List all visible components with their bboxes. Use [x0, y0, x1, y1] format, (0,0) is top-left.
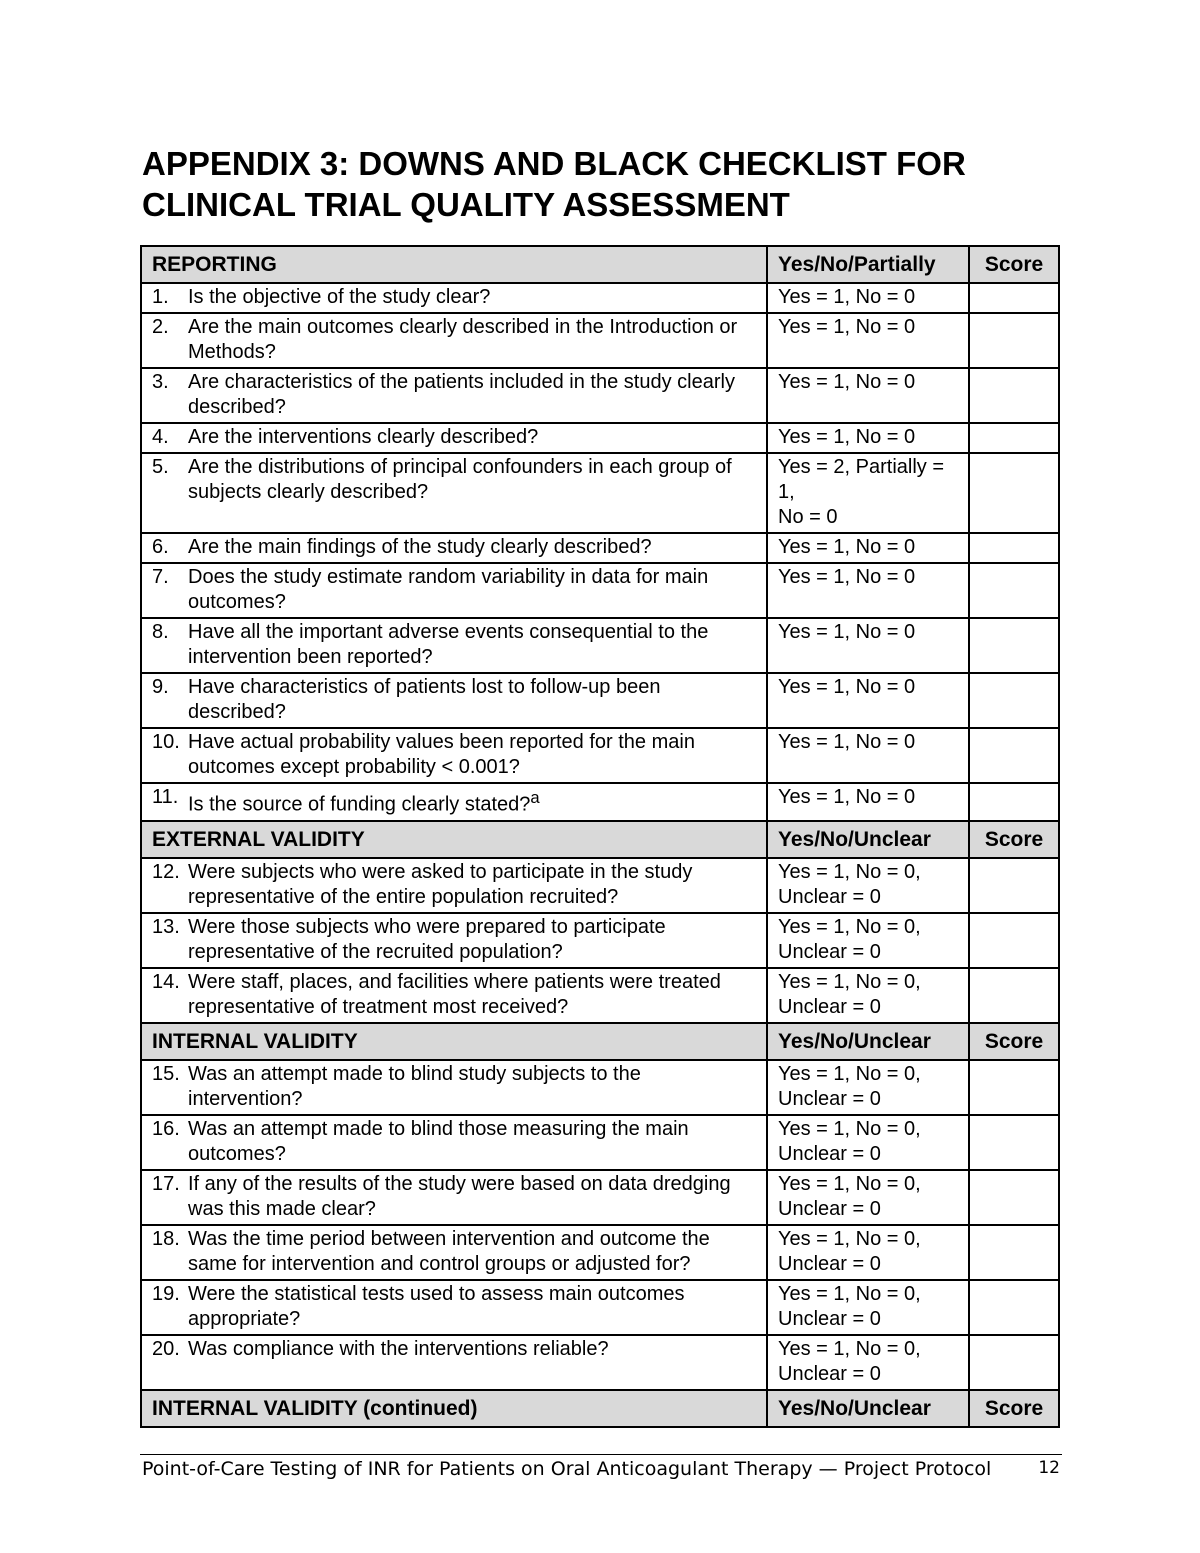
- question-text: Was compliance with the interventions reliable?: [188, 1337, 609, 1360]
- question-text-wrap: [188, 565, 756, 615]
- question-number: 7.: [152, 566, 169, 588]
- scoring-text: Yes = 1, No = 0,: [778, 1337, 921, 1360]
- checklist-row: [141, 1280, 1059, 1335]
- score-header: Score: [969, 1390, 1059, 1427]
- footnote-marker: a: [530, 788, 540, 807]
- question-text: If any of the results of the study were based on data dredging was this made clear?: [188, 1172, 731, 1220]
- scoring-text: Yes = 1, No = 0,: [778, 1172, 921, 1195]
- question-number: 1.: [152, 286, 169, 308]
- scoring-text: Yes = 1, No = 0: [778, 731, 916, 753]
- question-text: Were the statistical tests used to assess main outcomes appropriate?: [188, 1282, 685, 1330]
- question-cell: [141, 423, 767, 453]
- checklist-row: [141, 283, 1059, 313]
- checklist-row: [141, 673, 1059, 728]
- scoring-text: Yes = 1, No = 0,: [778, 915, 921, 938]
- question-text-wrap: [188, 915, 756, 965]
- scoring-cell: [767, 968, 969, 1023]
- question-cell: [141, 1115, 767, 1170]
- score-input-cell[interactable]: [969, 1225, 1059, 1280]
- scoring-text: Yes = 1, No = 0,: [778, 1227, 921, 1250]
- section-heading: INTERNAL VALIDITY: [141, 1023, 767, 1060]
- scoring-text-extra: Unclear = 0: [778, 940, 881, 963]
- question-text: Are characteristics of the patients included in the study clearly described?: [188, 371, 735, 418]
- question-cell: [141, 913, 767, 968]
- question-text-wrap: [188, 1282, 756, 1332]
- score-input-cell[interactable]: [969, 913, 1059, 968]
- scoring-cell: [767, 1335, 969, 1390]
- scoring-text-extra: Unclear = 0: [778, 1197, 881, 1220]
- section-header-row: [141, 1023, 1059, 1060]
- checklist-row: [141, 913, 1059, 968]
- question-text: Have actual probability values been reported for the main outcomes except probability < 0.001?: [188, 731, 695, 778]
- scoring-text: Yes = 1, No = 0,: [778, 970, 921, 993]
- scoring-cell: [767, 673, 969, 728]
- scoring-text: Yes = 1, No = 0: [778, 316, 916, 338]
- question-cell: [141, 453, 767, 533]
- score-input-cell[interactable]: [969, 1060, 1059, 1115]
- scoring-text: Yes = 1, No = 0: [778, 621, 916, 643]
- scoring-cell: [767, 313, 969, 368]
- question-text: Was an attempt made to blind those measuring the main outcomes?: [188, 1117, 689, 1165]
- scoring-text: Yes = 1, No = 0,: [778, 860, 921, 883]
- question-text: Is the objective of the study clear?: [188, 286, 491, 308]
- question: [152, 730, 756, 780]
- question-text-wrap: [188, 620, 756, 670]
- score-input-cell[interactable]: [969, 533, 1059, 563]
- score-input-cell[interactable]: [969, 618, 1059, 673]
- score-input-cell[interactable]: [969, 1170, 1059, 1225]
- question-text: Were staff, places, and facilities where patients were treated representative of treatment most received?: [188, 970, 721, 1018]
- question-number: 12.: [152, 860, 180, 883]
- scoring-text-extra: No = 0: [778, 506, 838, 528]
- question-cell: [141, 283, 767, 313]
- question-text: Have characteristics of patients lost to follow-up been described?: [188, 676, 661, 723]
- question-cell: [141, 1060, 767, 1115]
- checklist-row: [141, 1335, 1059, 1390]
- question: [152, 1227, 756, 1277]
- question-text: Have all the important adverse events consequential to the intervention been reported?: [188, 621, 709, 668]
- question-number: 18.: [152, 1227, 180, 1250]
- question-text-wrap: [188, 730, 756, 780]
- question-text-wrap: [188, 1227, 756, 1277]
- scoring-text-extra: Unclear = 0: [778, 1087, 881, 1110]
- question-number: 11.: [152, 786, 179, 808]
- scoring-text: Yes = 1, No = 0: [778, 536, 916, 558]
- question-cell: [141, 858, 767, 913]
- scoring-text: Yes = 1, No = 0: [778, 286, 916, 308]
- scoring-text: Yes = 1, No = 0: [778, 566, 916, 588]
- question-text-wrap: [188, 1062, 756, 1112]
- question-cell: [141, 783, 767, 821]
- question-number: 14.: [152, 970, 180, 993]
- question: [152, 620, 756, 670]
- checklist-row: [141, 368, 1059, 423]
- response-header: Yes/No/Unclear: [767, 1023, 969, 1060]
- question-text-wrap: [188, 455, 756, 505]
- question-number: 2.: [152, 316, 169, 338]
- question-text: Are the distributions of principal confounders in each group of subjects clearly described?: [188, 456, 732, 503]
- checklist-row: [141, 1060, 1059, 1115]
- question-text-wrap: [188, 425, 756, 450]
- question-number: 3.: [152, 371, 169, 393]
- question-cell: [141, 1170, 767, 1225]
- question: [152, 455, 756, 505]
- question-cell: [141, 368, 767, 423]
- checklist-row: [141, 968, 1059, 1023]
- score-input-cell[interactable]: [969, 368, 1059, 423]
- question-number: 4.: [152, 426, 169, 448]
- scoring-cell: [767, 563, 969, 618]
- section-header-row: [141, 821, 1059, 858]
- scoring-text: Yes = 2, Partially = 1,: [778, 456, 945, 503]
- scoring-text: Yes = 1, No = 0,: [778, 1062, 921, 1085]
- question: [152, 1117, 756, 1167]
- scoring-text-extra: Unclear = 0: [778, 1252, 881, 1275]
- checklist-row: [141, 423, 1059, 453]
- question-text: Are the interventions clearly described?: [188, 426, 539, 448]
- scoring-cell: [767, 423, 969, 453]
- scoring-cell: [767, 368, 969, 423]
- question: [152, 370, 756, 420]
- question-number: 10.: [152, 731, 180, 753]
- question-text-wrap: [188, 535, 756, 560]
- checklist-row: [141, 1225, 1059, 1280]
- scoring-cell: [767, 1225, 969, 1280]
- question-number: 5.: [152, 456, 169, 478]
- question-cell: [141, 1280, 767, 1335]
- response-header: Yes/No/Unclear: [767, 1390, 969, 1427]
- score-header: Score: [969, 821, 1059, 858]
- scoring-cell: [767, 283, 969, 313]
- question-number: 15.: [152, 1062, 180, 1085]
- section-header-row: [141, 1390, 1059, 1427]
- question-text: Were those subjects who were prepared to participate representative of the recruited population?: [188, 915, 666, 963]
- score-input-cell[interactable]: [969, 1335, 1059, 1390]
- score-input-cell[interactable]: [969, 283, 1059, 313]
- question-cell: [141, 563, 767, 618]
- checklist-row: [141, 453, 1059, 533]
- section-heading: REPORTING: [141, 246, 767, 283]
- question: [152, 860, 756, 910]
- section-heading: INTERNAL VALIDITY (continued): [141, 1390, 767, 1427]
- score-input-cell[interactable]: [969, 673, 1059, 728]
- checklist-row: [141, 1115, 1059, 1170]
- scoring-text: Yes = 1, No = 0: [778, 371, 916, 393]
- question: [152, 535, 756, 560]
- checklist-row: [141, 728, 1059, 783]
- score-input-cell[interactable]: [969, 858, 1059, 913]
- footer-text: Point-of-Care Testing of INR for Patients on Oral Anticoagulant Therapy — Project Protocol: [142, 1458, 992, 1480]
- question-text-wrap: [188, 970, 756, 1020]
- scoring-text-extra: Unclear = 0: [778, 1362, 881, 1385]
- question-text-wrap: [188, 1337, 756, 1362]
- question-text-wrap: [188, 675, 756, 725]
- scoring-cell: [767, 858, 969, 913]
- checklist-table: [140, 245, 1060, 1428]
- score-header: Score: [969, 1023, 1059, 1060]
- question-text-wrap: [188, 1172, 756, 1222]
- question: [152, 425, 756, 450]
- question-text-wrap: [188, 315, 756, 365]
- question-cell: [141, 673, 767, 728]
- score-input-cell[interactable]: [969, 1115, 1059, 1170]
- question-text-wrap: [188, 370, 756, 420]
- page-title: APPENDIX 3: DOWNS AND BLACK CHECKLIST FOR CLINICAL TRIAL QUALITY ASSESSMENT: [142, 145, 966, 223]
- question-cell: [141, 728, 767, 783]
- scoring-cell: [767, 1060, 969, 1115]
- question: [152, 915, 756, 965]
- question-text-wrap: [188, 785, 756, 818]
- checklist-row: [141, 563, 1059, 618]
- score-input-cell[interactable]: [969, 313, 1059, 368]
- question-number: 16.: [152, 1117, 180, 1140]
- question-text: Was the time period between intervention and outcome the same for intervention and control groups or adjusted for?: [188, 1227, 710, 1275]
- scoring-text-extra: Unclear = 0: [778, 1307, 881, 1330]
- footer-divider: [140, 1454, 1062, 1455]
- scoring-cell: [767, 1170, 969, 1225]
- page-footer: [142, 1458, 1060, 1480]
- question-cell: [141, 1225, 767, 1280]
- question: [152, 785, 756, 818]
- scoring-cell: [767, 1115, 969, 1170]
- question-number: 9.: [152, 676, 169, 698]
- question-cell: [141, 618, 767, 673]
- score-input-cell[interactable]: [969, 1280, 1059, 1335]
- question-text: Are the main findings of the study clearly described?: [188, 536, 652, 558]
- question-text-wrap: [188, 285, 756, 310]
- checklist-row: [141, 313, 1059, 368]
- question: [152, 285, 756, 310]
- question-text: Does the study estimate random variability in data for main outcomes?: [188, 566, 709, 613]
- score-input-cell[interactable]: [969, 563, 1059, 618]
- score-input-cell[interactable]: [969, 453, 1059, 533]
- question: [152, 315, 756, 365]
- checklist-row: [141, 533, 1059, 563]
- question: [152, 675, 756, 725]
- scoring-cell: [767, 783, 969, 821]
- scoring-cell: [767, 453, 969, 533]
- question-number: 8.: [152, 621, 169, 643]
- scoring-cell: [767, 533, 969, 563]
- score-input-cell[interactable]: [969, 423, 1059, 453]
- checklist-row: [141, 858, 1059, 913]
- question-cell: [141, 968, 767, 1023]
- scoring-text: Yes = 1, No = 0: [778, 676, 916, 698]
- scoring-cell: [767, 618, 969, 673]
- scoring-text-extra: Unclear = 0: [778, 1142, 881, 1165]
- question-number: 6.: [152, 536, 169, 558]
- question: [152, 1172, 756, 1222]
- section-header-row: [141, 246, 1059, 283]
- response-header: Yes/No/Partially: [767, 246, 969, 283]
- question-text: Are the main outcomes clearly described in the Introduction or Methods?: [188, 316, 738, 363]
- scoring-text: Yes = 1, No = 0,: [778, 1282, 921, 1305]
- question-number: 13.: [152, 915, 180, 938]
- question-text: Is the source of funding clearly stated?: [188, 793, 531, 816]
- question-number: 19.: [152, 1282, 180, 1305]
- score-input-cell[interactable]: [969, 783, 1059, 821]
- question: [152, 565, 756, 615]
- question: [152, 1062, 756, 1112]
- question-text-wrap: [188, 1117, 756, 1167]
- checklist-row: [141, 618, 1059, 673]
- question-number: 20.: [152, 1337, 180, 1360]
- scoring-text: Yes = 1, No = 0: [778, 426, 916, 448]
- question: [152, 1282, 756, 1332]
- scoring-cell: [767, 728, 969, 783]
- score-input-cell[interactable]: [969, 968, 1059, 1023]
- page-number: 12: [1038, 1458, 1060, 1478]
- scoring-text-extra: Unclear = 0: [778, 885, 881, 908]
- question: [152, 1337, 756, 1362]
- response-header: Yes/No/Unclear: [767, 821, 969, 858]
- checklist-row: [141, 1170, 1059, 1225]
- checklist-body: [141, 246, 1059, 1427]
- question-cell: [141, 1335, 767, 1390]
- section-heading: EXTERNAL VALIDITY: [141, 821, 767, 858]
- question-text: Was an attempt made to blind study subjects to the intervention?: [188, 1062, 641, 1110]
- question-number: 17.: [152, 1172, 180, 1195]
- scoring-text: Yes = 1, No = 0: [778, 786, 916, 808]
- score-input-cell[interactable]: [969, 728, 1059, 783]
- scoring-cell: [767, 913, 969, 968]
- checklist-row: [141, 783, 1059, 821]
- question-cell: [141, 533, 767, 563]
- question-text: Were subjects who were asked to participate in the study representative of the entire population recruited?: [188, 860, 693, 908]
- question-cell: [141, 313, 767, 368]
- score-header: Score: [969, 246, 1059, 283]
- scoring-text-extra: Unclear = 0: [778, 995, 881, 1018]
- scoring-text: Yes = 1, No = 0,: [778, 1117, 921, 1140]
- question-text-wrap: [188, 860, 756, 910]
- scoring-cell: [767, 1280, 969, 1335]
- question: [152, 970, 756, 1020]
